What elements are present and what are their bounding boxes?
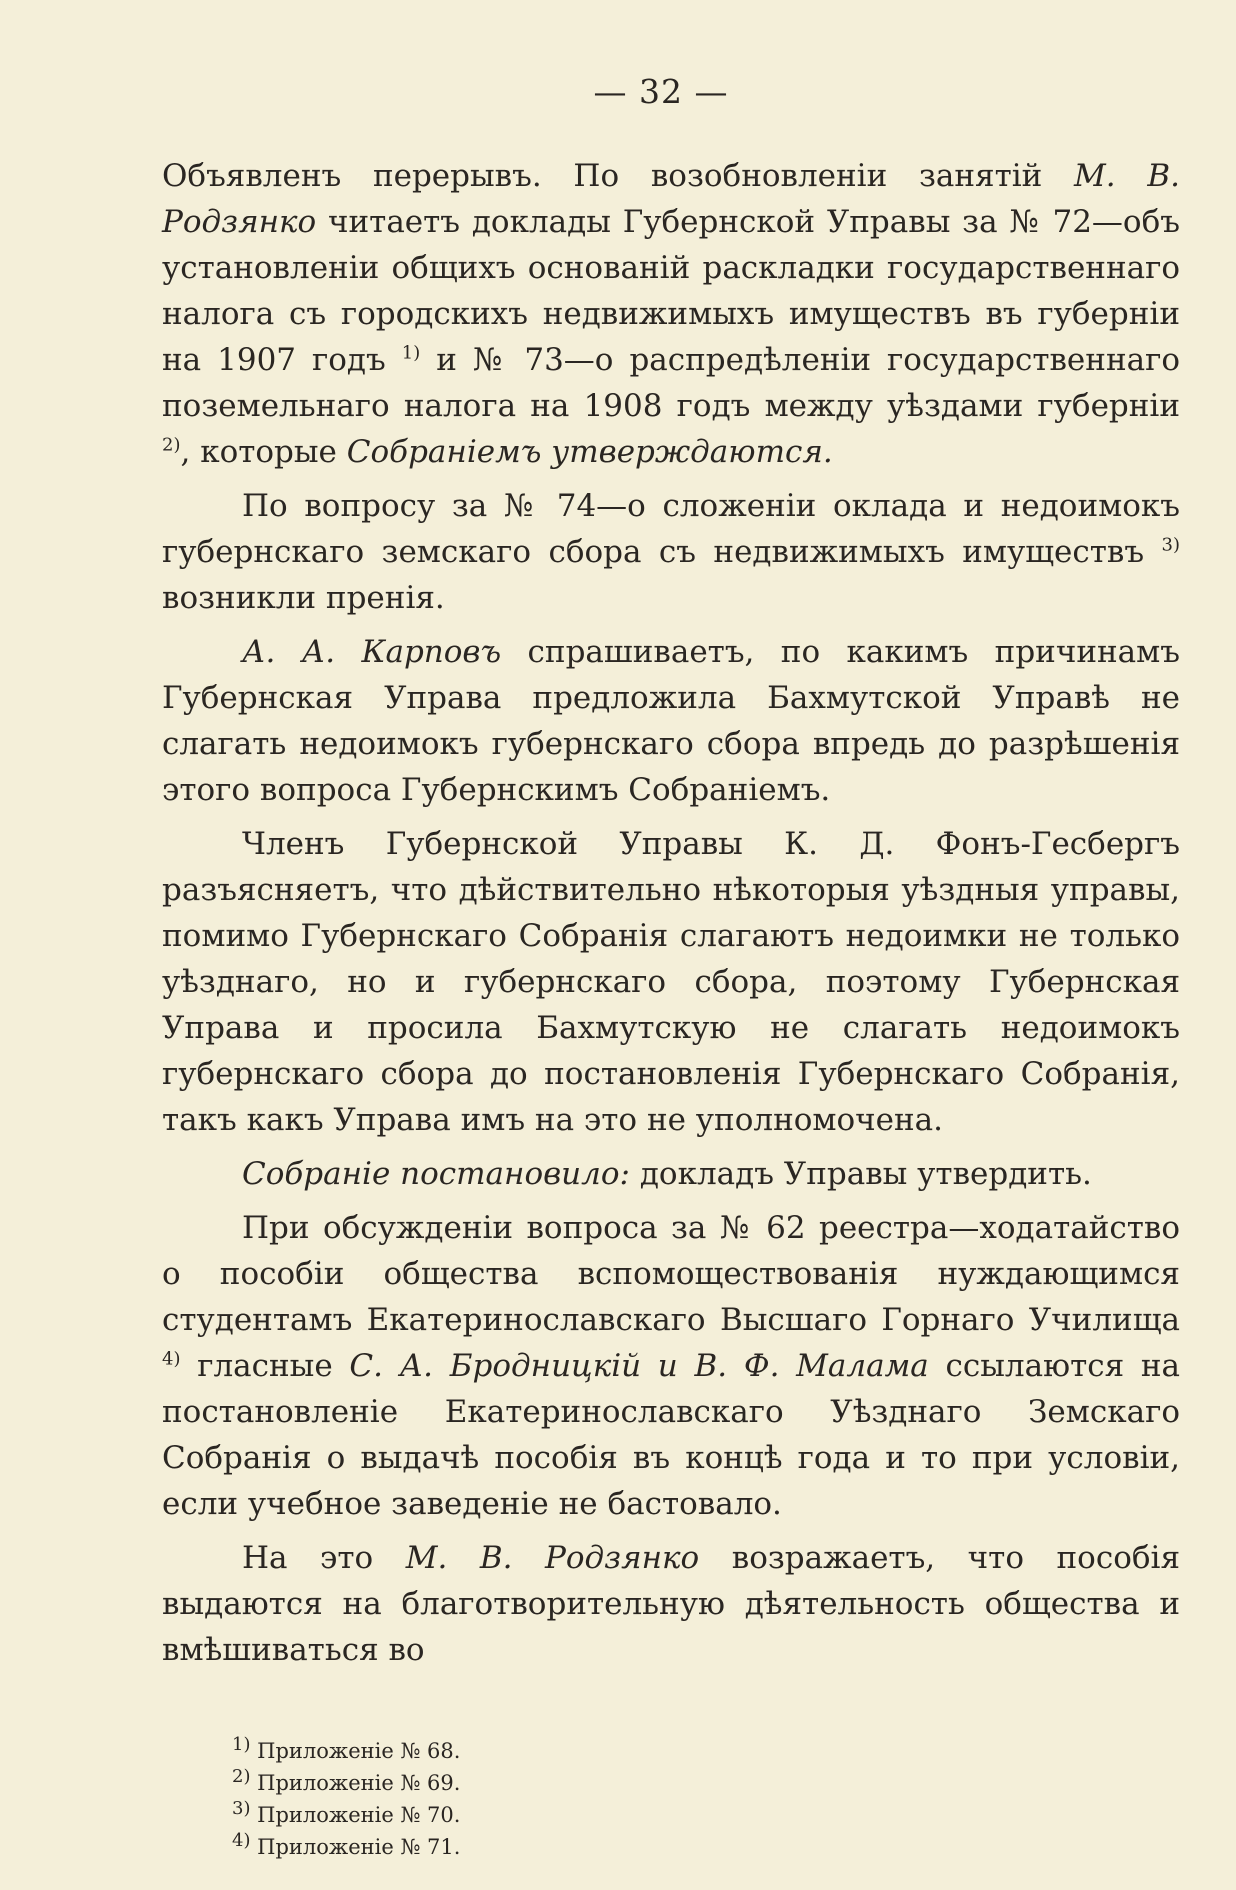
paragraph-4: Членъ Губернской Управы К. Д. Фонъ-Гесбергъ разъясняетъ, что дѣйствительно нѣкоторыя уѣздныя управы, помимо Губернскаго Собранія слагаютъ недоимки не только уѣзднаго, но и губернскаго сбора, поэтому Губернская Управа и просила Бахмутскую не слагать недоимокъ губернскаго сбора до постановленія Губернскаго Собранія, такъ какъ Управа имъ на это не уполномочена. [162, 826, 1180, 1138]
footnote-ref: 1) [401, 342, 421, 364]
page-number: — 32 — [593, 72, 729, 111]
speaker-name: М. В. Родзянко [405, 1540, 700, 1576]
resolution-text: Собраніе постановило: [242, 1156, 630, 1192]
speaker-name: С. А. Бродницкій и В. Ф. Малама [349, 1348, 929, 1384]
paragraph-7: На это М. В. Родзянко возражаетъ, что пособія выдаются на благотворительную дѣятельность общества и вмѣшиваться во [162, 1540, 1180, 1668]
paragraph-3: А. А. Карповъ спрашиваетъ, по какимъ причинамъ Губернская Управа предложила Бахмутской Управѣ не слагать недоимокъ губернскаго сбора впредь до разрѣшенія этого вопроса Губернскимъ Собраніемъ. [162, 634, 1180, 808]
speaker-name: М. В. Родзянко [162, 158, 1181, 240]
resolution-text: Собраніемъ утверждаются. [346, 434, 833, 470]
footnotes [162, 1735, 1180, 1863]
paragraph-6: При обсужденіи вопроса за № 62 реестра—ходатайство о пособіи общества вспомоществованія нуждающимся студентамъ Екатеринославскаго Высшаго Горнаго Училища $^{4)}$ гласные С. А. Бродницкій и В. Ф. Малама ссылаются на постановленіе Екатеринославскаго Уѣзднаго Земскаго Собранія о выдачѣ пособія въ концѣ года и то при условіи, если учебное заведеніе не бастовало. [162, 1210, 1180, 1522]
footnote-ref: 4) [162, 1348, 181, 1370]
footnote: $^{3)}$ Приложеніе № 70. [232, 1798, 461, 1827]
footnote-ref: 2) [162, 434, 181, 456]
paragraph-1: Объявленъ перерывъ. По возобновленіи занятій М. В. Родзянко читаетъ доклады Губернской Управы за № 72—объ установленіи общихъ основаній раскладки государственнаго налога съ городскихъ недвижимыхъ имуществъ въ губерніи на 1907 годъ $^{1)}$ и № 73—о распредѣленіи государственнаго поземельнаго налога на 1908 годъ между уѣздами губерніи $^{2)}$, которые Собраніемъ утверждаются. [162, 158, 1181, 470]
footnote: $^{2)}$ Приложеніе № 69. [232, 1766, 461, 1795]
footnote-ref: 3) [1161, 534, 1180, 556]
footnote: $^{1)}$ Приложеніе № 68. [232, 1734, 461, 1763]
speaker-name: А. А. Карповъ [242, 634, 502, 670]
paragraph-2: По вопросу за № 74—о сложеніи оклада и недоимокъ губернскаго земскаго сбора съ недвижимыхъ имуществъ $^{3)}$ возникли пренія. [162, 488, 1180, 616]
paragraph-5: Собраніе постановило: докладъ Управы утвердить. [242, 1156, 1092, 1192]
footnote: $^{4)}$ Приложеніе № 71. [232, 1830, 461, 1859]
